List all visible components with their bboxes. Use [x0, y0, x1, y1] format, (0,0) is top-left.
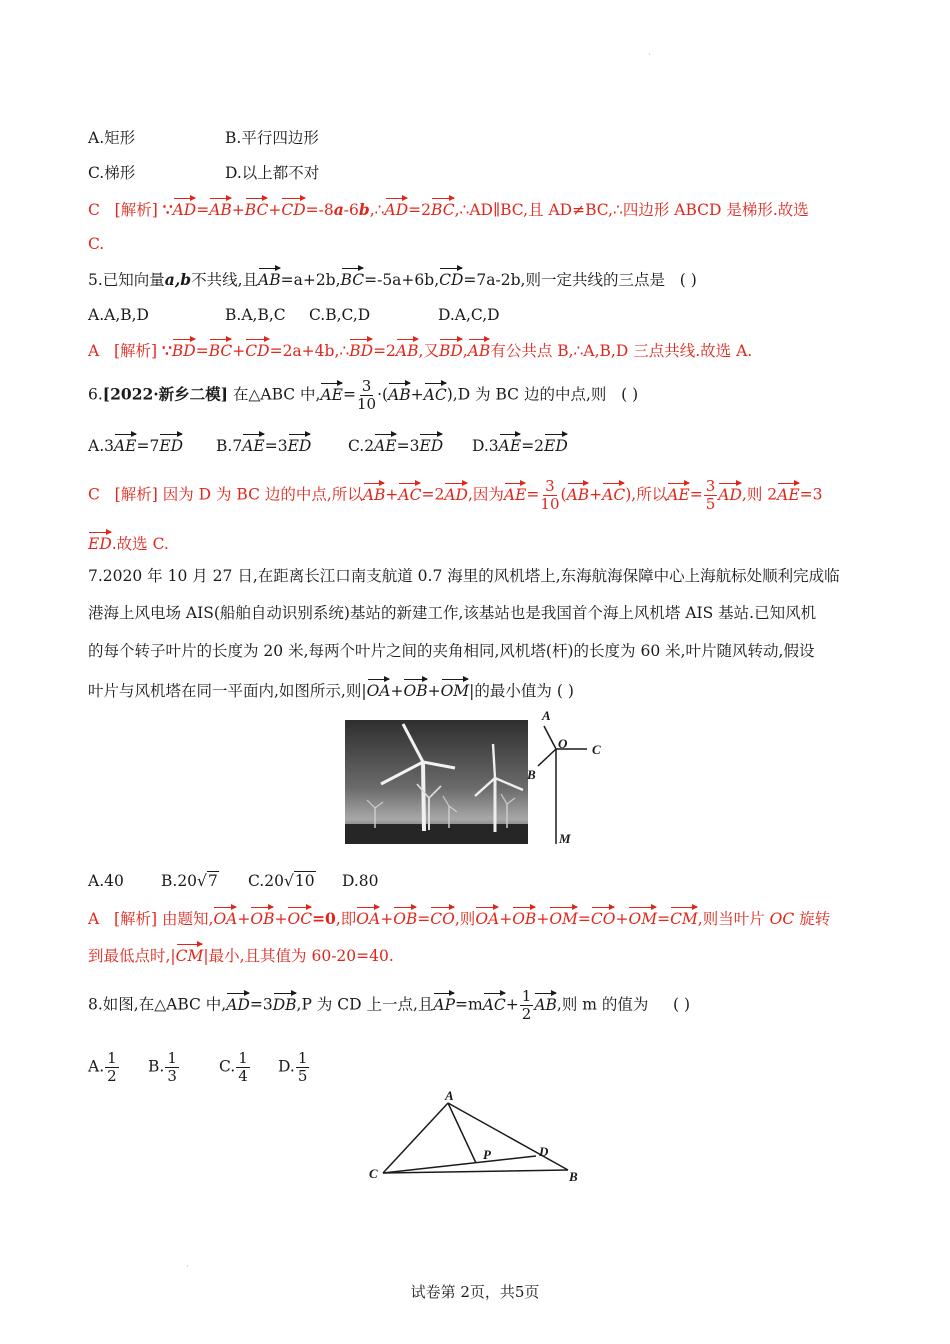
q8-option-a[interactable]: A. $\frac{1}{2}$	[88, 1049, 117, 1085]
fig-label-m: M	[559, 831, 571, 846]
q4-solution-end: C.	[88, 235, 105, 253]
vector-bc: BC	[431, 196, 455, 219]
q7-option-b[interactable]: B.20√7	[161, 872, 218, 890]
q4-option-a[interactable]: A.矩形	[88, 129, 136, 147]
q8-option-b[interactable]: B. $\frac{1}{3}$	[148, 1049, 177, 1085]
vector-cd: CD	[281, 196, 305, 219]
q8-option-c[interactable]: C. $\frac{1}{4}$	[219, 1049, 248, 1085]
vector-bd: BD	[439, 337, 463, 360]
fig-label-b: B	[569, 1169, 578, 1184]
fig-label-c: C	[369, 1166, 378, 1181]
vector-ab: AB	[396, 337, 419, 360]
q6-stem: 6.[2022·新乡二模] 在△ABC 中,AE= $\frac{3}{10}$ ·(AB+AC),D 为 BC 边的中点,则 ( )	[88, 377, 639, 413]
q7-option-c[interactable]: C.20√10	[248, 872, 315, 890]
vector-bc: BC	[245, 196, 269, 219]
vector-cd: CD	[245, 337, 269, 360]
page-footer: 试卷第 2页，共5页	[410, 1283, 540, 1301]
vector-ab: AB	[388, 381, 411, 404]
vector-bc: BC	[209, 337, 233, 360]
q6-solution: C [解析] 因为 D 为 BC 边的中点,所以AB+AC=2AD,因为AE= $\frac{3}{10}$ (AB+AC),所以AE= $\frac{3}{5}$ AD,则 2AE=3	[88, 477, 823, 513]
vector-ad: AD	[385, 196, 409, 219]
vector-ac: AC	[424, 381, 447, 404]
question-source: [2022·新乡二模]	[102, 384, 229, 404]
q7-line1: 7.2020 年 10 月 27 日,在距离长江口南支航道 0.7 海里的风机塔上,东海航海保障中心上海航标处顺利完成临	[88, 567, 840, 585]
fig-label-o: O	[558, 736, 568, 751]
analysis-label: [解析]	[114, 201, 158, 219]
fig-label-a: A	[445, 1090, 454, 1103]
q6-option-c[interactable]: C.2AE=3ED	[348, 432, 443, 457]
q6-option-d[interactable]: D.3AE=2ED	[472, 432, 568, 457]
vector-ab: AB	[209, 196, 232, 219]
q4-option-c[interactable]: C.梯形	[88, 164, 136, 182]
fraction-3-5: $\frac{3}{5}$	[705, 477, 716, 513]
q7-option-a[interactable]: A.40	[88, 872, 124, 890]
vector-ae: AE	[320, 381, 343, 404]
q6-option-a[interactable]: A.3AE=7ED	[88, 432, 183, 457]
fig-label-d: D	[539, 1144, 549, 1159]
wind-turbine-photo	[345, 720, 528, 844]
vector-bc: BC	[341, 266, 365, 289]
q8-option-d[interactable]: D. $\frac{1}{5}$	[278, 1049, 308, 1085]
q5-stem: 5.已知向量a,b不共线,且AB=a+2b,BC=-5a+6b,CD=7a-2b,则一定共线的三点是 ( )	[88, 266, 862, 291]
q6-solution-end: ED.故选 C.	[88, 530, 862, 555]
q4-solution: C [解析] ∵AD=AB+BC+CD=-8a-6b,∴AD=2BC,∴AD∥BC,且 AD≠BC,∴四边形 ABCD 是梯形.故选	[88, 196, 862, 221]
q7-solution: A [解析] 由题知,OA+OB+OC=0,即OA+OB=CO,则OA+OB+OM=CO+OM=CM,则当叶片 OC 旋转	[88, 905, 862, 930]
answer-blank: ( )	[621, 385, 639, 404]
q4-option-d[interactable]: D.以上都不对	[225, 164, 320, 182]
fig-label-b: B	[527, 767, 536, 782]
q7-line2: 港海上风电场 AIS(船舶自动识别系统)基站的新建工作,该基站也是我国首个海上风机塔 AIS 基站.已知风机	[88, 604, 817, 622]
q5-solution: A [解析] ∵BD=BC+CD=2a+4b,∴BD=2AB,又BD,AB有公共点 B,∴A,B,D 三点共线.故选 A.	[88, 337, 862, 362]
q5-option-d[interactable]: D.A,C,D	[438, 306, 500, 324]
fraction-3-10: $\frac{3}{10}$	[356, 377, 377, 413]
q5-option-c[interactable]: C.B,C,D	[309, 306, 371, 324]
triangle-figure	[365, 1090, 585, 1190]
wind-turbine-figure	[345, 706, 615, 848]
q7-line4: 叶片与风机塔在同一平面内,如图所示,则|OA+OB+OM|的最小值为 ( )	[88, 677, 862, 702]
vector-ab: AB	[258, 266, 281, 289]
vector-cd: CD	[439, 266, 463, 289]
q6-option-b[interactable]: B.7AE=3ED	[216, 432, 311, 457]
q7-solution-line2: 到最低点时,|CM|最小,且其值为 60-20=40.	[88, 942, 862, 967]
answer-blank: ( )	[679, 271, 697, 289]
vector-ab: AB	[468, 337, 491, 360]
q5-option-b[interactable]: B.A,B,C	[225, 306, 286, 324]
vector-ad: AD	[173, 196, 197, 219]
answer-label: C	[88, 201, 100, 219]
fig-label-p: P	[483, 1147, 491, 1162]
fraction-1-2: $\frac{1}{2}$	[521, 987, 532, 1023]
q5-option-a[interactable]: A.A,B,D	[88, 306, 149, 324]
top-dot: ·	[648, 50, 651, 59]
fraction-3-10: $\frac{3}{10}$	[540, 477, 560, 513]
q4-option-b[interactable]: B.平行四边形	[225, 129, 319, 147]
q7-option-d[interactable]: D.80	[342, 872, 379, 890]
fig-label-c: C	[592, 742, 601, 757]
q7-line3: 的每个转子叶片的长度为 20 米,每两个叶片之间的夹角相同,风机塔(杆)的长度为 60 米,叶片随风转动,假设	[88, 642, 815, 660]
vector-bd: BD	[349, 337, 373, 360]
answer-blank: ( )	[556, 682, 574, 700]
q8-stem: 8.如图,在△ABC 中,AD=3DB,P 为 CD 上一点,且AP=mAC+ $\frac{1}{2}$ AB,则 m 的值为 ( )	[88, 987, 691, 1023]
vector-bd: BD	[172, 337, 196, 360]
bottom-dot: ·	[186, 1262, 189, 1271]
answer-blank: ( )	[673, 995, 691, 1014]
fig-label-a: A	[542, 708, 551, 723]
